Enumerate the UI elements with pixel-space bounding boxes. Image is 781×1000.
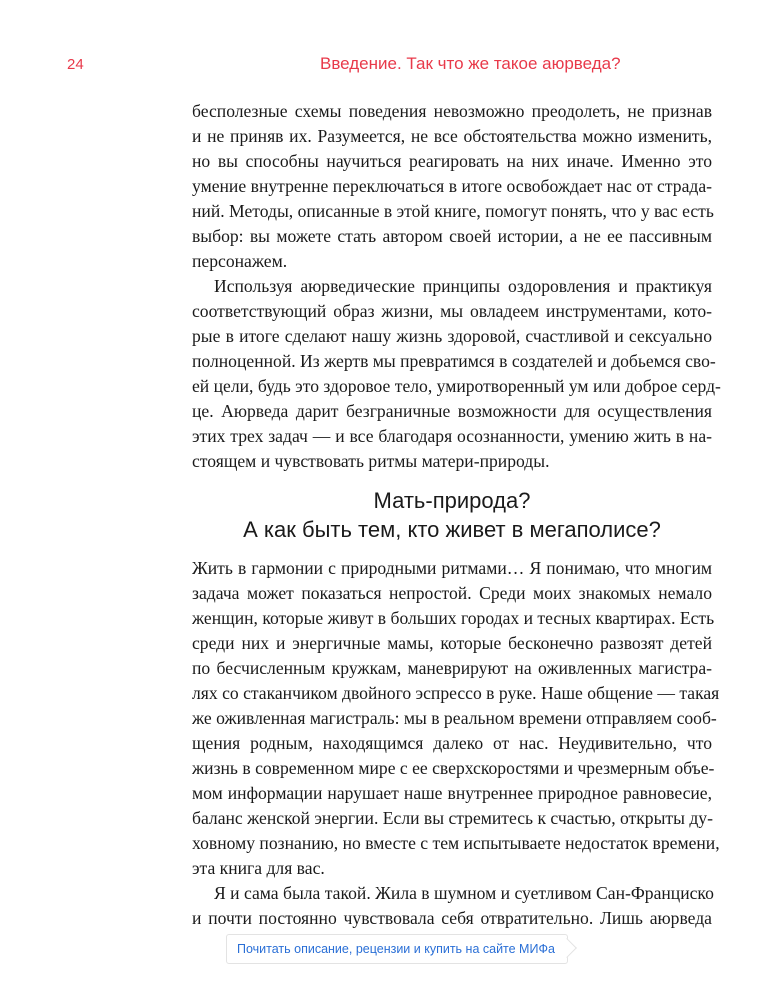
running-header-title: Введение. Так что же такое аюрведа? — [320, 54, 621, 73]
store-link-button[interactable] — [226, 934, 568, 964]
section-heading-line-2: А как быть тем, кто живет в мегаполисе? — [243, 517, 661, 542]
text-line: Я и сама была такой. Жила в шумном и суетливом Сан-Франциско — [214, 883, 714, 903]
paragraph-continuation — [192, 99, 712, 274]
text-line: умение внутренне переключаться в итоге освобождает нас от страда- — [192, 176, 712, 196]
text-line: полноценной. Из жертв мы превратимся в создателей и добьемся сво- — [192, 351, 716, 371]
text-line: соответствующий образ жизни, мы овладеем инструментами, кото- — [192, 301, 712, 321]
text-line: и почти постоянно чувствовала себя отвратительно. Лишь аюрведа — [192, 908, 712, 928]
text-line: но вы способны научиться реагировать на них иначе. Именно это — [192, 151, 712, 171]
text-line: баланс женской энергии. Если вы стремитесь к счастью, открыты ду- — [192, 808, 713, 828]
store-link-label: Почитать описание, рецензии и купить на сайте МИФа — [237, 942, 555, 956]
text-line: лях со стаканчиком двойного эспрессо в руке. Наше общение — такая — [192, 683, 720, 703]
section-heading — [192, 486, 712, 544]
text-line: среди них и энергичные мамы, которые бесконечно развозят детей — [192, 633, 712, 653]
text-line: бесполезные схемы поведения невозможно преодолеть, не признав — [192, 101, 712, 121]
text-line: ей цели, будь это здоровое тело, умиротворенный ум или доброе серд- — [192, 376, 721, 396]
text-line: Жить в гармонии с природными ритмами… Я понимаю, что многим — [192, 558, 712, 578]
text-line: ний. Методы, описанные в этой книге, помогут понять, что у вас есть — [192, 201, 714, 221]
text-line: щения родным, находящимся далеко от нас. Неудивительно, что — [192, 733, 712, 753]
text-line: эта книга для вас. — [192, 858, 325, 878]
text-line: жизнь в современном мире с ее сверхскоростями и чрезмерным объе- — [192, 758, 715, 778]
page-number: 24 — [67, 56, 84, 73]
text-line: и не приняв их. Разумеется, не все обстоятельства можно изменить, — [192, 126, 712, 146]
text-line: выбор: вы можете стать автором своей истории, а не ее пассивным — [192, 226, 712, 246]
paragraph-ayurveda-principles — [192, 274, 721, 474]
text-line: Используя аюрведические принципы оздоровления и практикуя — [214, 276, 712, 296]
text-line: це. Аюрведа дарит безграничные возможности для осуществления — [192, 401, 712, 421]
text-line: по бесчисленным кружкам, маневрируют на оживленных магистра- — [192, 658, 712, 678]
text-line: персонажем. — [192, 251, 288, 271]
text-line: этих трех задач — и все благодаря осознанности, умению жить в на- — [192, 426, 712, 446]
text-line: рые в итоге сделают нашу жизнь здоровой, счастливой и сексуально — [192, 326, 712, 346]
paragraph-san-francisco — [192, 881, 712, 931]
paragraph-city-life — [192, 556, 720, 881]
text-line: ховному познанию, но вместе с тем испытываете недостаток времени, — [192, 833, 720, 853]
text-line: мом информации нарушает наше внутреннее природное равновесие, — [192, 783, 712, 803]
store-link-arrow-icon — [557, 938, 577, 958]
text-line: же оживленная магистраль: мы в реальном времени отправляем сооб- — [192, 708, 717, 728]
text-line: женщин, которые живут в больших городах и тесных квартирах. Есть — [192, 608, 715, 628]
text-line: задача может показаться непростой. Среди моих знакомых немало — [192, 583, 712, 603]
text-line: стоящем и чувствовать ритмы матери-природы. — [192, 451, 550, 471]
section-heading-line-1: Мать-природа? — [373, 488, 531, 513]
